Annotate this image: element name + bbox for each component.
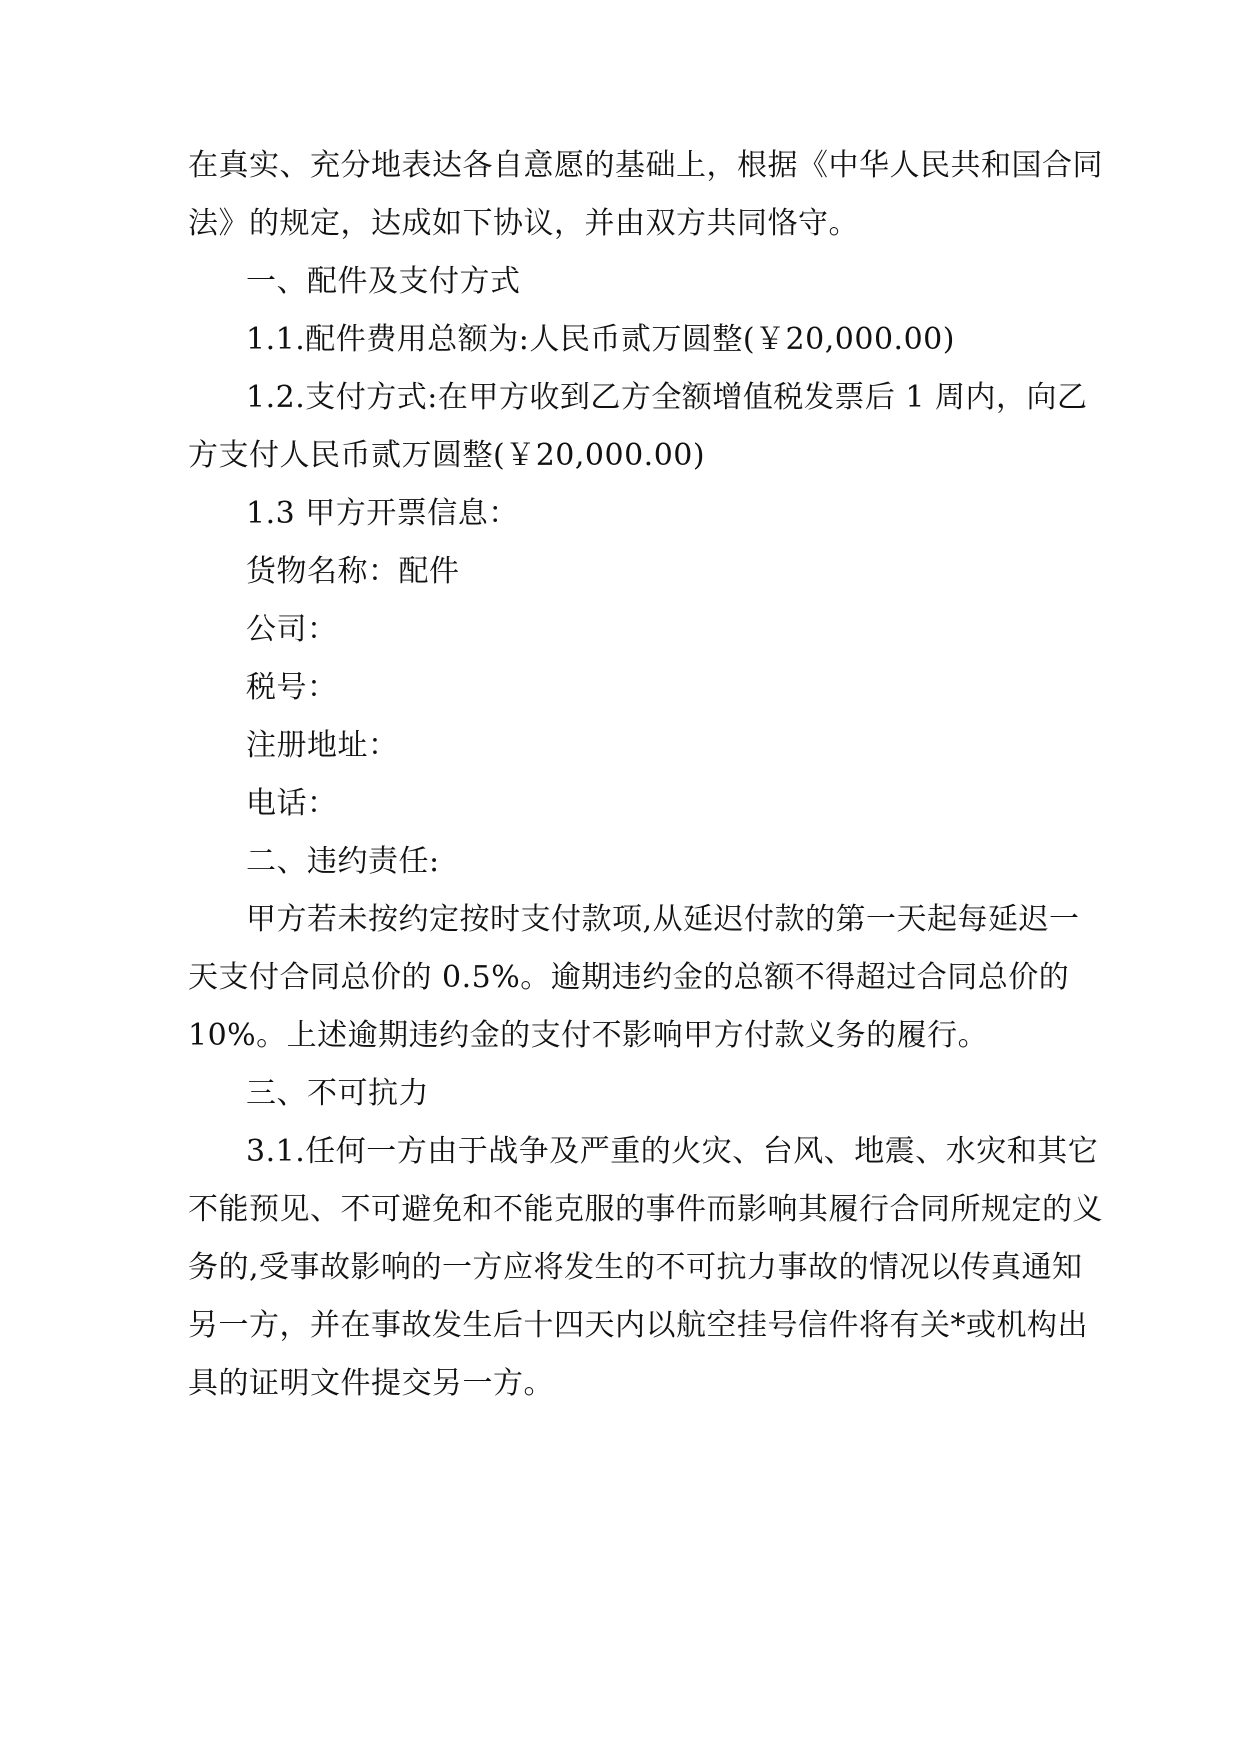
invoice-field-tax-number: 税号： xyxy=(246,670,338,705)
paragraph-line: 3.1.任何一方由于战争及严重的火灾、台风、地震、水灾和其它 xyxy=(246,1134,1099,1169)
clause-line: 1.2.支付方式:在甲方收到乙方全额增值税发票后 1 周内，向乙 xyxy=(246,380,1088,415)
paragraph-line: 不能预见、不可避免和不能克服的事件而影响其履行合同所规定的义 xyxy=(188,1192,1103,1227)
clause-line: 1.3 甲方开票信息： xyxy=(246,496,519,531)
invoice-field-goods-name: 货物名称：配件 xyxy=(246,554,460,589)
paragraph-line: 另一方，并在事故发生后十四天内以航空挂号信件将有关*或机构出 xyxy=(188,1308,1088,1343)
paragraph-line: 务的,受事故影响的一方应将发生的不可抗力事故的情况以传真通知 xyxy=(188,1250,1083,1285)
invoice-field-phone: 电话： xyxy=(246,786,338,821)
paragraph-line: 天支付合同总价的 0.5%。逾期违约金的总额不得超过合同总价的 xyxy=(188,960,1070,995)
invoice-field-company: 公司： xyxy=(246,612,338,647)
section-heading: 二、违约责任: xyxy=(246,844,440,879)
section-heading: 一、配件及支付方式 xyxy=(246,264,521,299)
paragraph-line: 甲方若未按约定按时支付款项,从延迟付款的第一天起每延迟一 xyxy=(246,902,1080,937)
clause-line: 方支付人民币贰万圆整(￥20,000.00) xyxy=(188,438,706,473)
paragraph-line: 在真实、充分地表达各自意愿的基础上，根据《中华人民共和国合同 xyxy=(188,148,1103,183)
paragraph-line: 法》的规定，达成如下协议，并由双方共同恪守。 xyxy=(188,206,859,241)
paragraph-line: 10%。上述逾期违约金的支付不影响甲方付款义务的履行。 xyxy=(188,1018,989,1053)
paragraph-line: 具的证明文件提交另一方。 xyxy=(188,1366,554,1401)
clause-line: 1.1.配件费用总额为:人民币贰万圆整(￥20,000.00) xyxy=(246,322,955,357)
section-heading: 三、不可抗力 xyxy=(246,1076,429,1111)
invoice-field-address: 注册地址： xyxy=(246,728,399,763)
